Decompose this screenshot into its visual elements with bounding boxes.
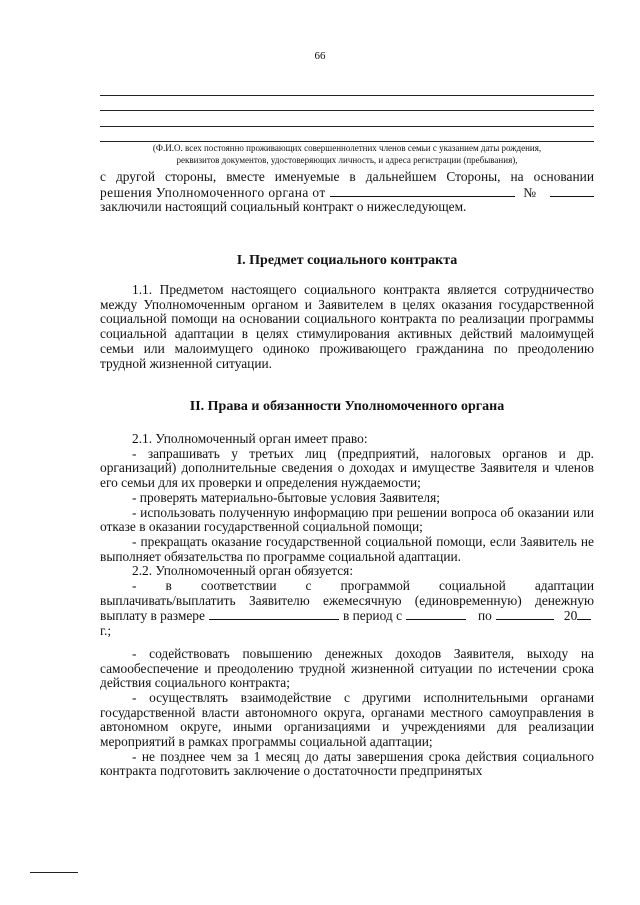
footnote-separator [30,872,78,873]
intro-line: с другой стороны, вместе именуемые в дальнейшем Стороны, на основании [100,169,594,184]
fill-line [100,95,594,96]
list-item: - проверять материально-бытовые условия Заявителя; [132,489,440,505]
caption-line: (Ф.И.О. всех постоянно проживающих совершеннолетних членов семьи с указанием даты рождения, [152,143,542,153]
list-item: - осуществлять взаимодействие с другими исполнительными органами государственной власти автономного округа, органами местного самоуправления в автономном округе, иными организациями и учреждениями для реализации мероприятий в рамках программы социальной адаптации; [100,689,594,750]
intro-paragraph [100,170,594,215]
payment-amount-label: выплату в размере [100,608,205,624]
section-heading: I. Предмет социального контракта [236,253,458,268]
paragraph-1-1: 1.1. Предметом настоящего социального контракта является сотрудничество между Уполномоченным органом и Заявителем в целях оказания государственной социальной помощи на основании социального контракта по реализации программы социальной адаптации в целях стимулирования активных действий малоимущей семьи или малоимущего одиноко проживающего гражданина по преодолению трудной жизненной ситуации. [100,282,594,371]
period-to-label: по [478,608,492,624]
period-from-label: в период с [342,608,403,624]
section2-body [100,432,594,779]
paragraph-2-1: 2.1. Уполномоченный орган имеет право: [132,431,368,446]
list-item-line [100,608,594,624]
list-item: - содействовать повышению денежных доходов Заявителя, выходу на самообеспечение и преодолению трудной жизненной ситуации по истечении срока действия социального контракта; [100,645,594,691]
paragraph-2-2: 2.2. Уполномоченный орган обязуется: [132,563,354,579]
period-from-blank [406,608,466,620]
period-to-blank [496,608,554,620]
fill-line [100,126,594,127]
list-item: - запрашивать у третьих лиц (предприятий, налоговых органов и др. организаций) дополнительные сведения о доходах и имуществе Заявителя и членов его семьи для их проверки и определения нуждаемости; [100,445,594,491]
list-item-line: выплачивать/выплатить Заявителю ежемесячную (единовременную) денежную [100,592,594,608]
list-item-line: г.; [100,623,112,639]
year-prefix: 20 [563,608,578,624]
list-item: - использовать полученную информацию при решении вопроса об оказании или отказе в оказании государственной социальной помощи; [100,504,594,535]
number-sign: № [523,184,536,200]
list-item: - прекращать оказание государственной социальной помощи, если Заявитель не выполняет обязательства по программе социальной адаптации. [100,533,594,564]
decision-date-blank [330,185,516,197]
list-item: - не позднее чем за 1 месяц до даты завершения срока действия социального контракта подготовить заключение о достаточности предпринятых [100,748,594,779]
payment-amount-blank [209,608,339,620]
intro-line: заключили настоящий социальный контракт о нижеследующем. [100,199,467,215]
fill-line [100,110,594,111]
section-heading: II. Права и обязанности Уполномоченного органа [189,399,505,414]
list-item-line: - в соответствии с программой социальной адаптации [132,578,594,594]
page-number: 66 [314,50,326,62]
section1-body [100,283,594,371]
fill-caption [100,142,594,166]
decision-number-blank [550,185,594,197]
intro-line [100,185,594,201]
year-blank [577,608,591,620]
intro-line-text: решения Уполномоченного органа от [100,184,326,200]
caption-line: реквизитов документов, удостоверяющих личность, и адреса регистрации (пребывания), [176,155,518,165]
